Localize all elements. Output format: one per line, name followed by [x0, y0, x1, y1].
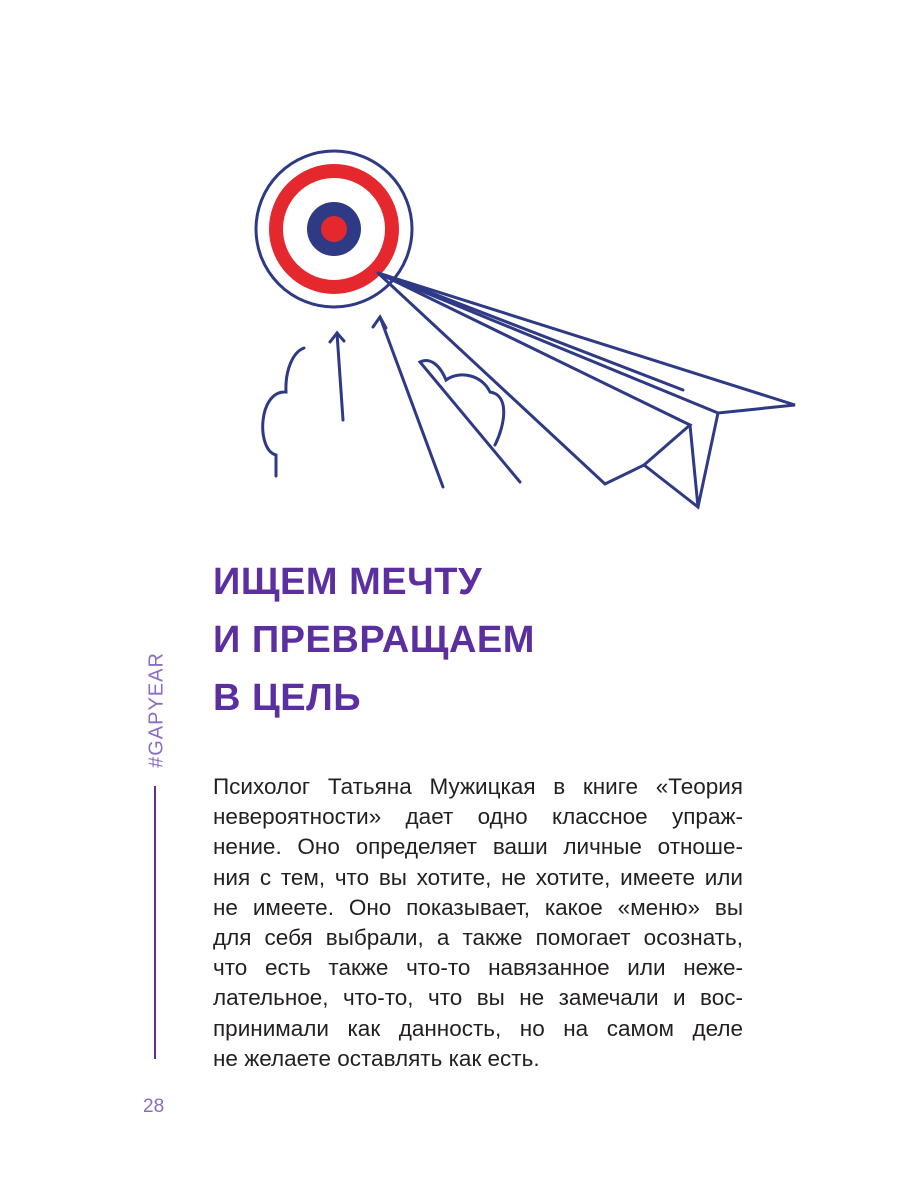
cloud-icon: [263, 348, 304, 476]
target-paper-plane-icon: [240, 140, 810, 520]
body-line: нение. Оно определяет ваши личные отноше-: [213, 834, 743, 860]
body-line: принимали как данность, но на самом деле: [213, 1015, 743, 1041]
body-line: что есть также что-то навязанное или неже-: [213, 955, 743, 981]
title-line: ИЩЕМ МЕЧТУ: [213, 561, 483, 603]
vertical-rule: [154, 786, 156, 1059]
title-line: И ПРЕВРАЩАЕМ: [213, 619, 535, 661]
page-number: 28: [143, 1096, 165, 1117]
body-line: не желаете оставлять как есть.: [213, 1045, 540, 1071]
title-line: В ЦЕЛЬ: [213, 677, 362, 719]
body-line: лательное, что-то, что вы не замечали и вос-: [213, 985, 743, 1011]
target-bullseye: [321, 216, 347, 242]
arrow-icon: [337, 333, 343, 420]
hashtag-label: #GAPYEAR: [145, 652, 168, 768]
page-title: [213, 553, 773, 727]
paper-plane-icon: [378, 273, 795, 507]
side-hashtag: [143, 650, 171, 770]
body-line: невероятности» дает одно классное упраж-: [213, 804, 743, 830]
body-line: для себя выбрали, а также помогает осознать,: [213, 924, 743, 950]
arrow-icon: [380, 317, 443, 487]
body-paragraph: [213, 772, 743, 1074]
body-line: Психолог Татьяна Мужицкая в книге «Теория: [213, 774, 743, 799]
body-line: не имеете. Оно показывает, какое «меню» вы: [213, 894, 743, 920]
body-line: ния с тем, что вы хотите, не хотите, имеете или: [213, 864, 743, 890]
